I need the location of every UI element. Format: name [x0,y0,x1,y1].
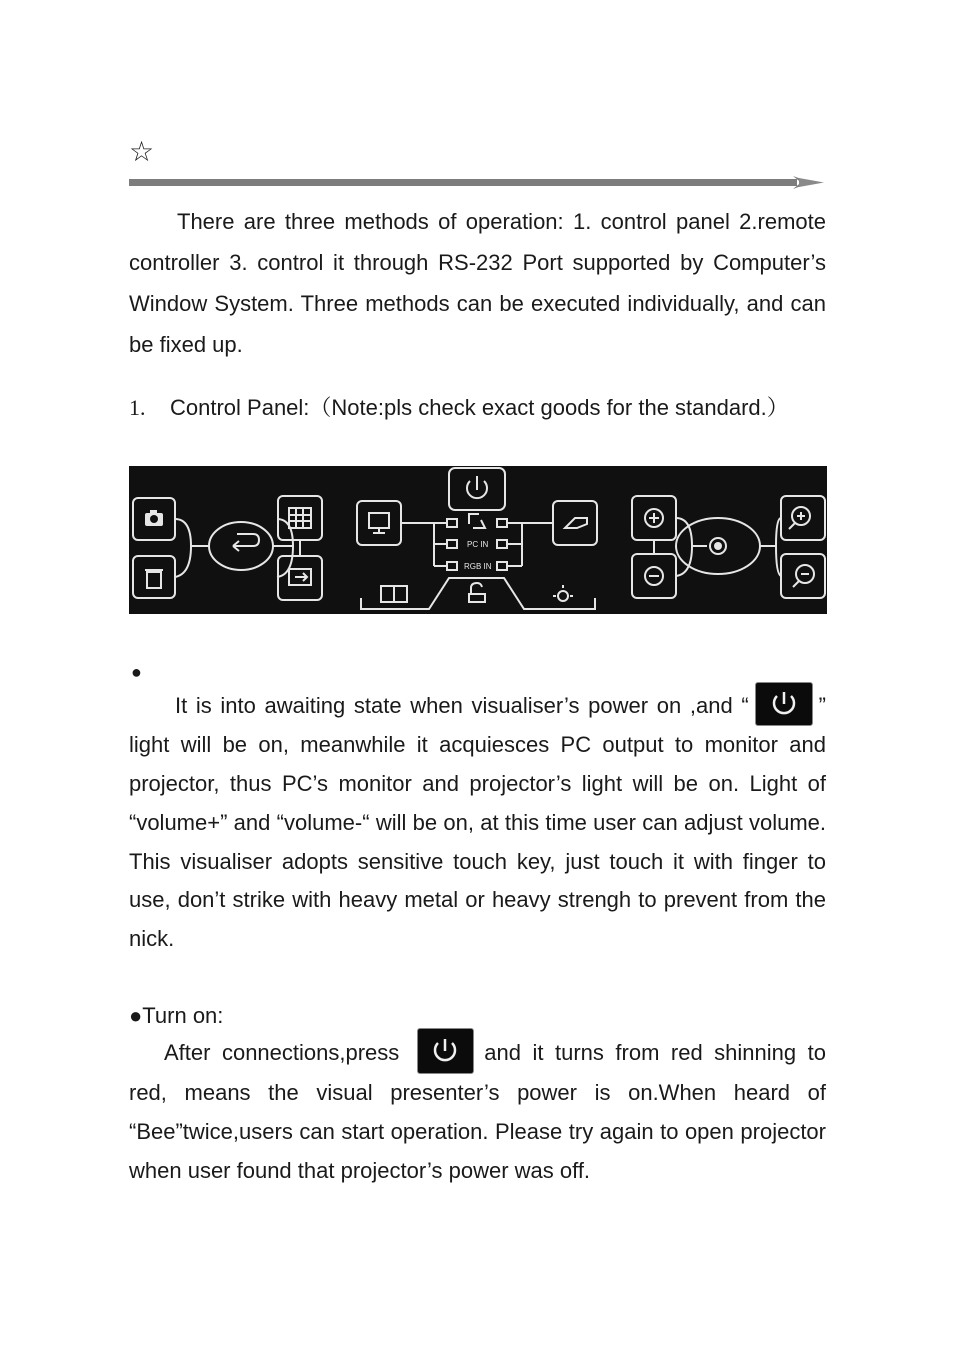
turn-on-heading: ●Turn on: [129,1003,224,1028]
power-icon [756,683,812,725]
intro-text: There are three methods of operation: 1. control panel 2.remote controller 3. control it through RS-232 Port supported by Computer’s Window System. Three methods can be executed individually, and can be fixed up. [129,209,826,357]
star-symbol: ☆ [129,135,155,168]
control-panel-image [129,466,827,614]
power-key-image [755,682,813,726]
turn-on-text-after: and it turns from red shinning to red, means the visual presenter’s power is on.When heard of “Bee”twice,users can start operation. Please try again to open projector when user found that projector’s power was off. [129,1040,826,1183]
turn-on-paragraph [129,1034,826,1191]
pc-in-label: PC IN [467,540,489,549]
power-icon [418,1029,473,1073]
standby-text-before: It is into awaiting state when visualiser’s power on ,and “ [175,693,749,718]
turn-on-text-before: After connections,press [164,1040,400,1065]
bullet-marker: ● [131,662,142,682]
standby-text-after: ” light will be on, meanwhile it acquiesces PC output to monitor and projector, thus PC’s monitor and projector’s light will be on. Light of “volume+” and “volume-“ will be on, at this time user can adjust volume. This visualiser adopts sensitive touch key, just touch it with finger to use, don’t strike with heavy metal or heavy strengh to prevent from the nick. [129,693,826,952]
section-heading [129,390,789,426]
standby-paragraph [129,687,826,959]
power-key-image [417,1028,474,1074]
intro-paragraph [129,201,826,365]
section-divider [129,174,824,192]
rgb-in-label: RGB IN [464,562,492,571]
section-number: 1. [129,395,146,420]
section-title: Control Panel:（Note:pls check exact goods for the standard.） [170,395,789,420]
